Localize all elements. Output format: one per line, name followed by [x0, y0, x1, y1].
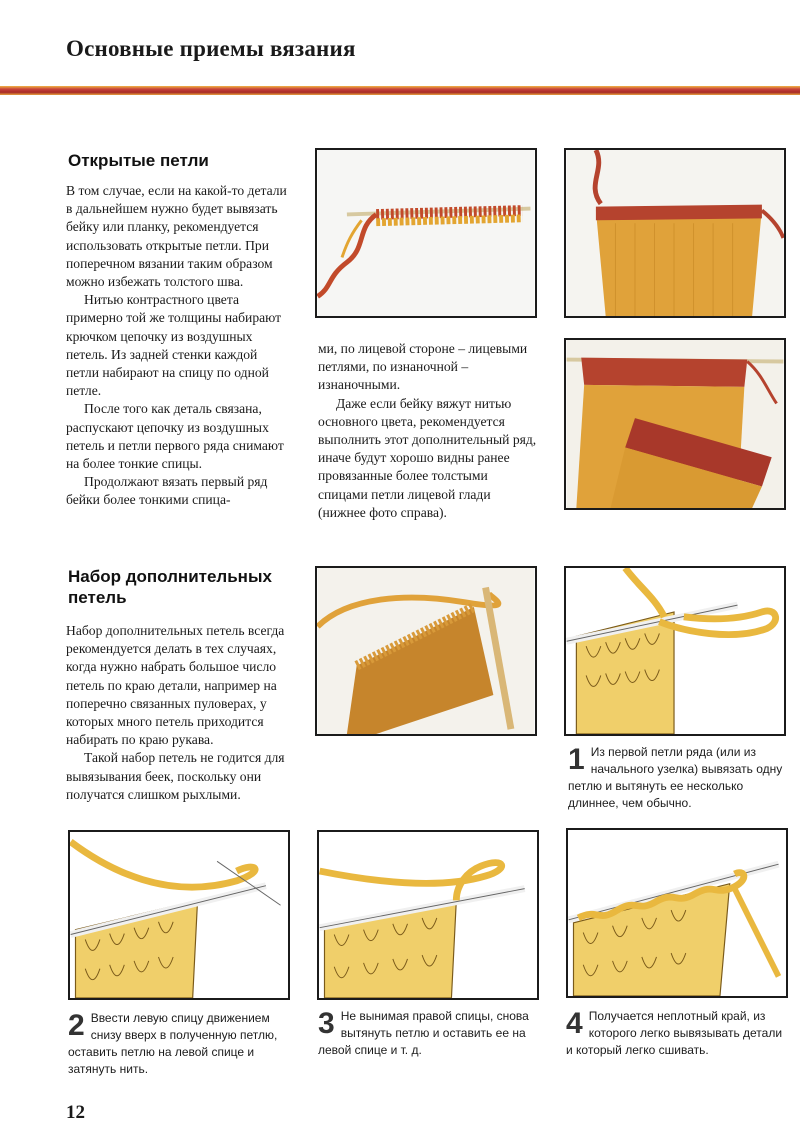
paragraph: После того как деталь связана, распускают цепочку из воздушных петель и петли первого ряда снимают на более тонкие спицы.: [66, 401, 284, 472]
paragraph: ми, по лицевой стороне – лицевыми петлями, по изнаночной – изнаночными.: [318, 341, 528, 393]
paragraph: Продолжают вязать первый ряд бейки более тонкими спица-: [66, 474, 268, 508]
step-text: Получается неплотный край, из которого легко вывязывать детали и который легко сшивать.: [566, 1009, 783, 1057]
photo-band-comparison: [564, 338, 786, 510]
section1-text-col1: [66, 182, 288, 510]
paragraph: Такой набор петель не годится для вывязывания беек, поскольку они получатся слишком рыхлыми.: [66, 750, 285, 802]
paragraph: Даже если бейку вяжут нитью основного цвета, рекомендуется выполнить этот дополнительный ряд, иначе будут хорошо видны ранее провязанные более толстыми спицами петли лицевой глади (нижнее фото справа).: [318, 395, 537, 520]
photo-open-loops-fabric: [564, 148, 786, 318]
paragraph: Набор дополнительных петель всегда рекомендуется делать в тех случаях, когда нужно набрать большое число петель по краю детали, например на поперечно связанных пуловерах, у которых много петель приходится набирать по краю рукава.: [66, 623, 285, 748]
page-number: 12: [66, 1102, 85, 1123]
page-title: Основные приемы вязания: [66, 36, 356, 61]
step-number: 2: [68, 1009, 85, 1042]
section1-text-col2: [318, 340, 540, 522]
step-text: Ввести левую спицу движением снизу вверх в полученную петлю, оставить петлю на левой спице и затянуть нить.: [68, 1011, 278, 1076]
illustration-step-2: [68, 830, 290, 1000]
step-caption-2: [68, 1010, 290, 1078]
step-caption-4: [566, 1008, 788, 1059]
step-caption-1: [568, 744, 784, 812]
photo-crochet-hook: [315, 566, 537, 736]
step-text: Из первой петли ряда (или из начального узелка) вывязать одну петлю и вытянуть ее несколько длиннее, чем обычно.: [568, 745, 783, 810]
photo-chain-cast-on: [315, 148, 537, 318]
illustration-step-3: [317, 830, 539, 1000]
step-text: Не вынимая правой спицы, снова вытянуть петлю и оставить ее на левой спице и т. д.: [318, 1009, 529, 1057]
illustration-step-1: [564, 566, 786, 736]
step-number: 1: [568, 743, 585, 776]
section-heading-open-loops: Открытые петли: [68, 151, 209, 170]
step-number: 4: [566, 1007, 583, 1040]
header-rule: [0, 86, 800, 95]
step-number: 3: [318, 1007, 335, 1040]
step-caption-3: [318, 1008, 540, 1059]
section-heading-additional-loops: Набор дополнительных петель: [68, 567, 272, 607]
paragraph: В том случае, если на какой-то детали в дальнейшем нужно будет вывязать бейку или планку, рекомендуется использовать открытые петли. При поперечном вязании таким образом можно избежать толстого шва.: [66, 183, 287, 290]
paragraph: Нитью контрастного цвета примерно той же толщины набирают крючком цепочку из воздушных петель. Из задней стенки каждой петли набирают на спицу по одной петле.: [66, 292, 282, 399]
illustration-step-4: [566, 828, 788, 998]
section2-text: [66, 622, 290, 804]
